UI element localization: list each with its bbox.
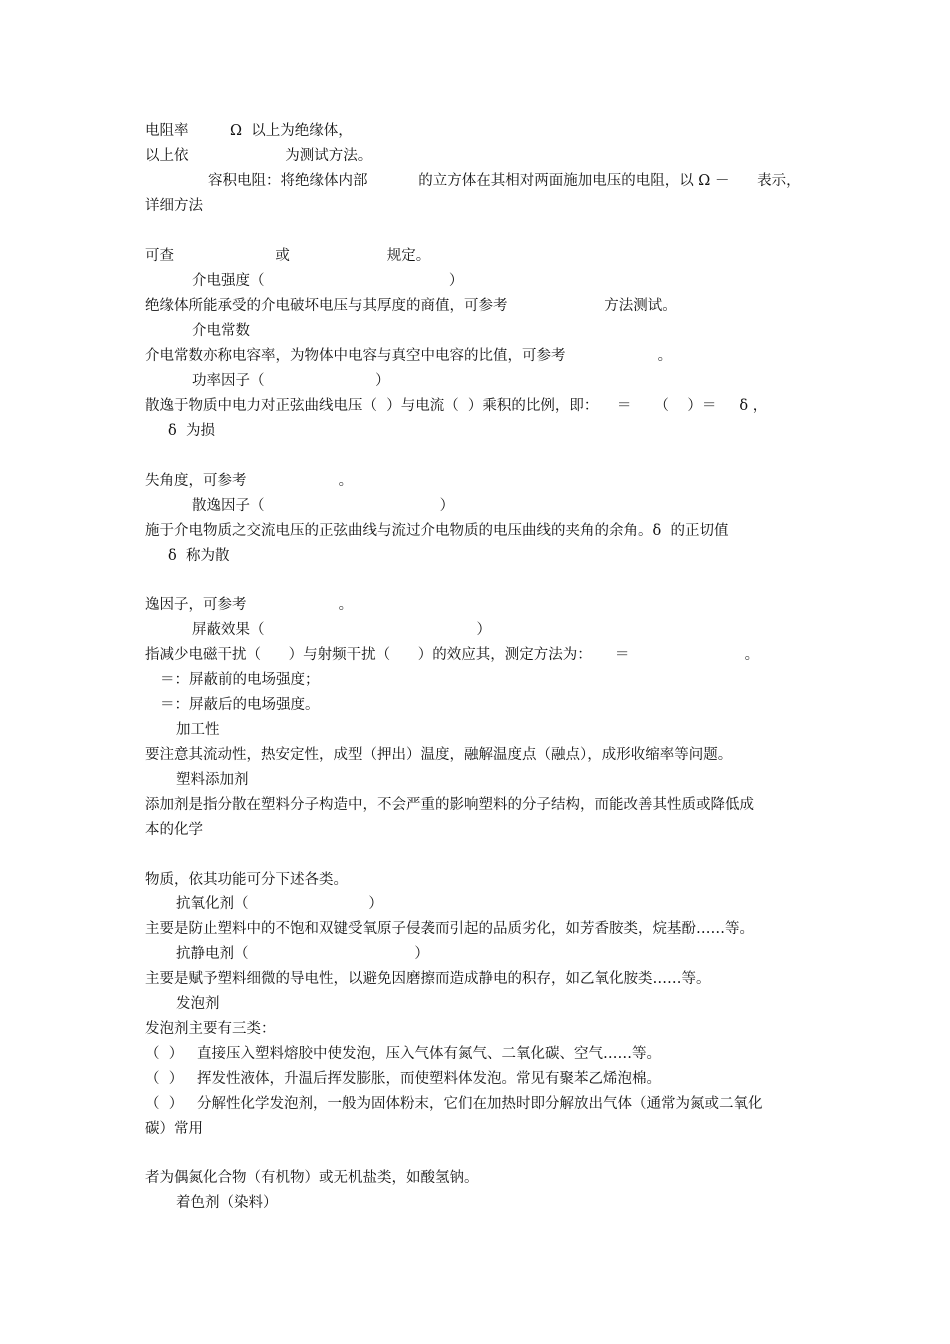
section-heading: 功率因子（ ） (192, 373, 390, 389)
text-line: 指减少电磁干扰（ ）与射频干扰（ ）的效应其，测定方法为： ＝ 。 (145, 647, 760, 663)
text-line: δ 为损 (168, 423, 215, 439)
text-line: 逸因子，可参考 。 (145, 597, 354, 613)
section-heading: 加工性 (176, 722, 220, 738)
text-line: 本的化学 (145, 822, 203, 838)
section-heading: 着色剂（染料） (176, 1195, 278, 1211)
text-line: 主要是赋予塑料细微的导电性，以避免因磨擦而造成静电的积存，如乙氧化胺类……等。 (145, 971, 711, 987)
text-line: 添加剂是指分散在塑料分子构造中，不会严重的影响塑料的分子结构，而能改善其性质或降低成 (145, 797, 754, 813)
list-item: （ ） 挥发性液体，升温后挥发膨胀，而使塑料体发泡。常见有聚苯乙烯泡棉。 (145, 1071, 662, 1087)
section-heading: 散逸因子（ ） (192, 498, 455, 514)
text-line: 物质，依其功能可分下述各类。 (145, 872, 348, 888)
text-line: δ 称为散 (168, 548, 230, 564)
text-line: 主要是防止塑料中的不饱和双键受氧原子侵袭而引起的品质劣化，如芳香胺类，烷基酚……等。 (145, 921, 754, 937)
text-line: 可查 或 规定。 (145, 248, 431, 264)
text-line: 电阻率 Ω 以上为绝缘体， (145, 123, 353, 139)
text-line: 碳）常用 (145, 1121, 203, 1137)
section-heading: 抗氧化剂（ ） (176, 896, 383, 912)
text-line: 要注意其流动性，热安定性，成型（押出）温度，融解温度点（融点），成形收缩率等问题。 (145, 747, 733, 763)
section-heading: 屏蔽效果（ ） (192, 622, 492, 638)
text-line: 施于介电物质之交流电压的正弦曲线与流过介电物质的电压曲线的夹角的余角。δ 的正切值 (145, 523, 729, 539)
text-line: 详细方法 (145, 198, 203, 214)
list-item: （ ） 分解性化学发泡剂，一般为固体粉末，它们在加热时即分解放出气体（通常为氮或二氧化 (145, 1096, 763, 1112)
section-heading: 抗静电剂（ ） (176, 946, 429, 962)
text-line: 以上依 为测试方法。 (145, 148, 373, 164)
text-line: 失角度，可参考 。 (145, 473, 354, 489)
text-line: 散逸于物质中电力对正弦曲线电压（ ）与电流（ ）乘积的比例，即： ＝ （ ）＝ δ ， (145, 398, 768, 414)
text-line: 发泡剂主要有三类： (145, 1021, 276, 1037)
text-line: 者为偶氮化合物（有机物）或无机盐类，如酸氢钠。 (145, 1170, 479, 1186)
text-line: 绝缘体所能承受的介电破坏电压与其厚度的商值，可参考 方法测试。 (145, 298, 677, 314)
section-heading: 介电强度（ ） (192, 273, 464, 289)
section-heading: 塑料添加剂 (176, 772, 249, 788)
text-line: ＝：屏蔽后的电场强度。 (160, 697, 320, 713)
text-line: 介电常数亦称电容率，为物体中电容与真空中电容的比值，可参考 。 (145, 348, 673, 364)
section-heading: 介电常数 (192, 323, 250, 339)
list-item: （ ） 直接压入塑料熔胶中使发泡，压入气体有氮气、二氧化碳、空气……等。 (145, 1046, 662, 1062)
text-line: ＝：屏蔽前的电场强度； (160, 672, 320, 688)
section-heading: 发泡剂 (176, 996, 220, 1012)
text-line: 容积电阻：将绝缘体内部 的立方体在其相对两面施加电压的电阻，以 Ω － 表示， (208, 173, 801, 189)
